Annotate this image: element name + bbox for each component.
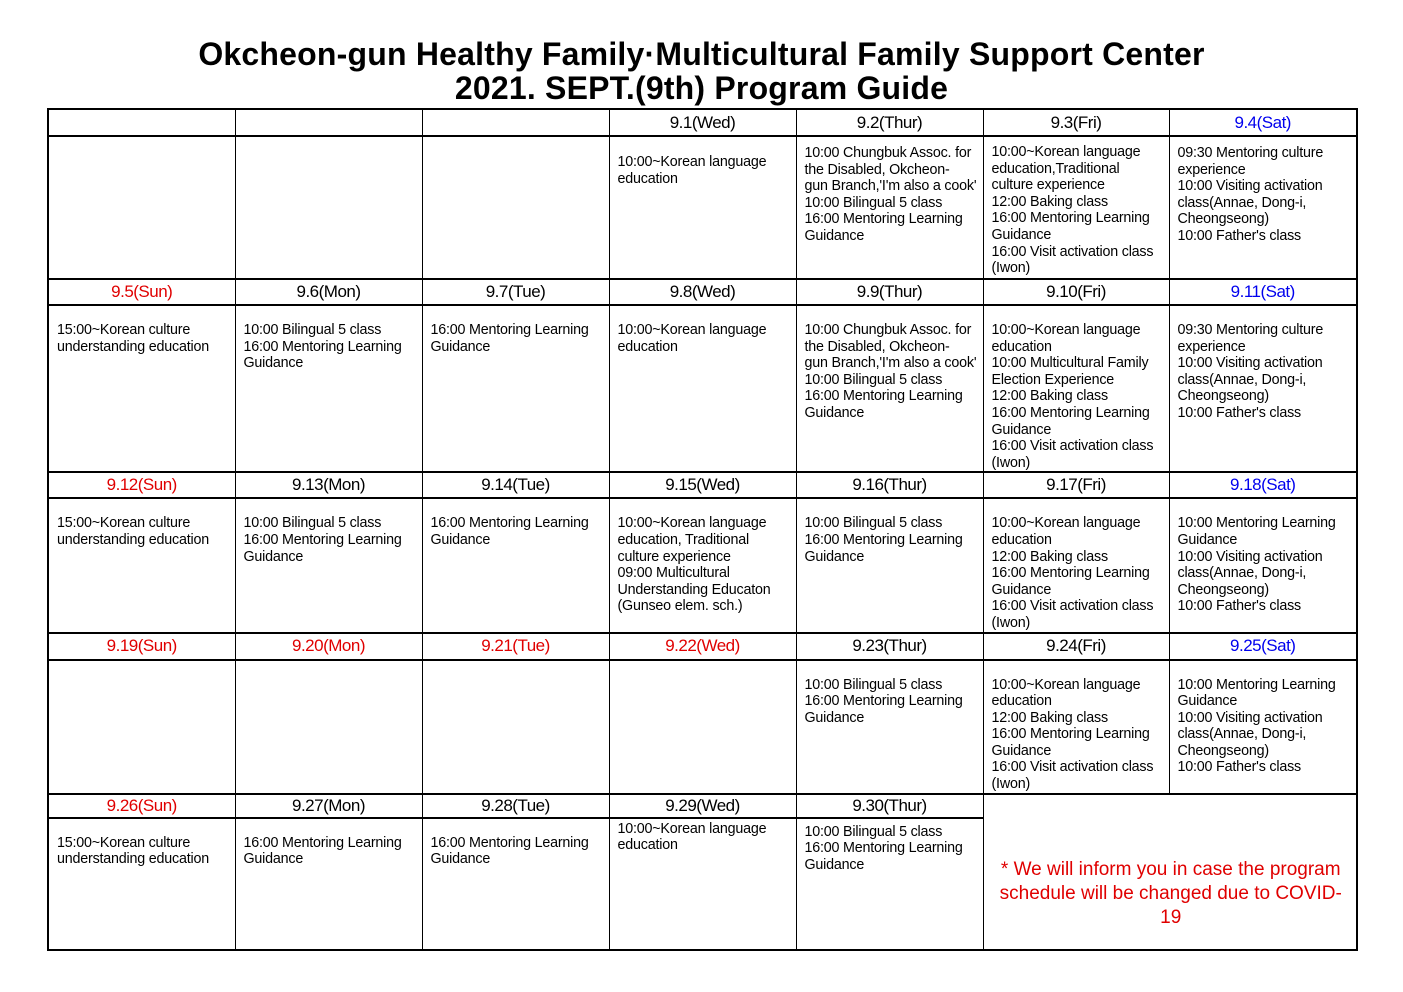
program-line: 10:00 Chungbuk Assoc. for	[804, 322, 972, 338]
date-header: 9.5(Sun)	[48, 279, 235, 305]
program-line: understanding education	[57, 531, 209, 548]
program-line: 10:00 Bilingual 5 class	[804, 823, 943, 840]
program-line: (Iwon)	[991, 614, 1031, 631]
date-header: 9.19(Sun)	[48, 633, 235, 660]
date-header: 9.14(Tue)	[422, 472, 609, 498]
program-line: 10:00 Bilingual 5 class	[804, 515, 943, 532]
program-line: 10:00 Bilingual 5 class	[243, 515, 382, 532]
program-line: Guidance	[804, 404, 865, 421]
program-line: Election Experience	[991, 371, 1115, 388]
program-line: class(Annae, Dong-i,	[1177, 565, 1307, 582]
program-line: 12:00 Baking class	[991, 193, 1108, 210]
program-line: (Iwon)	[991, 260, 1031, 277]
program-line: Guidance	[804, 709, 865, 726]
program-line: education	[617, 837, 678, 854]
program-line: 09:30 Mentoring culture	[1177, 322, 1324, 338]
program-line: (Iwon)	[991, 776, 1031, 793]
date-header: 9.3(Fri)	[983, 109, 1169, 136]
program-line: class(Annae, Dong-i,	[1177, 194, 1307, 211]
day-program-cell	[48, 818, 235, 950]
program-line: 15:00~Korean culture	[57, 515, 191, 532]
page-title-line2: 2021. SEPT.(9th) Program Guide	[454, 70, 949, 106]
program-line: Guidance	[430, 531, 491, 548]
program-line: 10:00 Bilingual 5 class	[804, 194, 943, 211]
empty-day-cell	[235, 660, 422, 794]
program-line: 16:00 Visit activation class	[991, 759, 1154, 776]
program-line: Understanding Educaton	[617, 581, 771, 598]
program-line: Guidance	[991, 742, 1052, 759]
program-line: Guidance	[243, 851, 304, 868]
day-program-cell	[609, 305, 796, 472]
day-program-cell	[609, 498, 796, 632]
date-header: 9.8(Wed)	[609, 279, 796, 305]
program-line: 10:00~Korean language	[617, 515, 767, 532]
program-line: Cheongseong)	[1177, 211, 1269, 228]
date-header: 9.30(Thur)	[796, 794, 983, 818]
date-header: 9.12(Sun)	[48, 472, 235, 498]
date-header: 9.20(Mon)	[235, 633, 422, 660]
program-line: Guidance	[430, 851, 491, 868]
day-program-cell	[235, 818, 422, 950]
program-line: 15:00~Korean culture	[57, 322, 191, 338]
program-line: 16:00 Mentoring Learning	[804, 693, 963, 710]
program-line: 12:00 Baking class	[991, 709, 1108, 726]
program-line: education	[991, 693, 1052, 710]
program-line: 10:00 Multicultural Family	[991, 355, 1149, 372]
week-header-row	[48, 472, 1357, 498]
date-header: 9.26(Sun)	[48, 794, 235, 818]
date-header: 9.16(Thur)	[796, 472, 983, 498]
date-header: 9.2(Thur)	[796, 109, 983, 136]
program-line: 16:00 Mentoring Learning	[804, 840, 963, 857]
day-program-cell	[48, 498, 235, 632]
program-line: Guidance	[804, 548, 865, 565]
day-program-cell	[1169, 660, 1357, 794]
calendar-table	[47, 108, 1358, 951]
day-program-cell	[983, 305, 1169, 472]
program-line: Guidance	[243, 355, 304, 372]
program-line: Cheongseong)	[1177, 388, 1269, 405]
program-line: 10:00 Visiting activation	[1177, 178, 1323, 195]
program-line: 16:00 Mentoring Learning	[430, 322, 589, 338]
program-line: 12:00 Baking class	[991, 548, 1108, 565]
program-line: experience	[1177, 161, 1246, 178]
empty-day-cell	[422, 136, 609, 279]
program-line: (Iwon)	[991, 454, 1031, 471]
program-line: understanding education	[57, 338, 209, 355]
program-line: Guidance	[1177, 531, 1238, 548]
day-program-cell	[796, 305, 983, 472]
week-content-row	[48, 305, 1357, 472]
date-header: 9.24(Fri)	[983, 633, 1169, 660]
program-line: 16:00 Mentoring Learning	[991, 404, 1150, 421]
date-header: 9.13(Mon)	[235, 472, 422, 498]
empty-day-cell	[48, 660, 235, 794]
date-header: 9.15(Wed)	[609, 472, 796, 498]
day-program-cell	[796, 660, 983, 794]
program-line: 10:00 Chungbuk Assoc. for	[804, 145, 972, 161]
program-line: 10:00~Korean language	[991, 144, 1141, 160]
program-line: education	[617, 338, 678, 355]
program-line: Guidance	[991, 226, 1052, 243]
date-header: 9.10(Fri)	[983, 279, 1169, 305]
empty-day-cell	[235, 136, 422, 279]
program-line: Guidance	[804, 856, 865, 873]
program-line: 10:00~Korean language	[991, 515, 1141, 532]
program-line: Guidance	[243, 548, 304, 565]
week-header-row	[48, 794, 1357, 818]
date-header: 9.9(Thur)	[796, 279, 983, 305]
program-line: 16:00 Mentoring Learning	[804, 388, 963, 405]
date-header: 9.28(Tue)	[422, 794, 609, 818]
program-line: 16:00 Mentoring Learning	[991, 565, 1150, 582]
program-line: (Gunseo elem. sch.)	[617, 598, 743, 615]
program-line: 10:00~Korean language	[617, 820, 767, 837]
date-header: 9.18(Sat)	[1169, 472, 1357, 498]
empty-day-cell	[48, 136, 235, 279]
empty-date-header	[235, 109, 422, 136]
week-content-row	[48, 498, 1357, 632]
program-line: 10:00 Bilingual 5 class	[804, 676, 943, 693]
program-line: education,Traditional	[991, 160, 1120, 177]
day-program-cell	[235, 305, 422, 472]
program-line: 10:00 Visiting activation	[1177, 355, 1323, 372]
program-line: culture experience	[991, 177, 1105, 194]
covid-notice: * We will inform you in case the program schedule will be changed due to COVID-19	[999, 858, 1342, 928]
date-header: 9.1(Wed)	[609, 109, 796, 136]
empty-day-cell	[609, 660, 796, 794]
program-line: 16:00 Visit activation class	[991, 598, 1154, 615]
program-line: 15:00~Korean culture	[57, 834, 191, 851]
date-header: 9.25(Sat)	[1169, 633, 1357, 660]
day-program-cell	[983, 136, 1169, 279]
date-header: 9.17(Fri)	[983, 472, 1169, 498]
program-line: 10:00 Mentoring Learning	[1177, 515, 1336, 532]
program-line: gun Branch,'I'm also a cook'	[804, 355, 977, 372]
program-line: 10:00 Father's class	[1177, 404, 1301, 421]
day-program-cell	[983, 660, 1169, 794]
program-line: education	[617, 170, 678, 187]
program-line: the Disabled, Okcheon-	[804, 338, 950, 355]
program-line: 16:00 Mentoring Learning	[804, 211, 963, 228]
program-line: 16:00 Mentoring Learning	[243, 834, 402, 851]
program-line: 10:00 Bilingual 5 class	[804, 371, 943, 388]
date-header: 9.29(Wed)	[609, 794, 796, 818]
day-program-cell	[796, 818, 983, 950]
week-content-row	[48, 660, 1357, 794]
program-line: 10:00 Visiting activation	[1177, 548, 1323, 565]
date-header: 9.7(Tue)	[422, 279, 609, 305]
week-header-row	[48, 109, 1357, 136]
program-line: 10:00 Father's class	[1177, 598, 1301, 615]
empty-date-header	[422, 109, 609, 136]
program-line: Guidance	[991, 421, 1052, 438]
day-program-cell	[422, 498, 609, 632]
week-header-row	[48, 279, 1357, 305]
day-program-cell	[983, 498, 1169, 632]
day-program-cell	[1169, 136, 1357, 279]
program-line: 16:00 Visit activation class	[991, 438, 1154, 455]
program-line: 16:00 Mentoring Learning	[243, 531, 402, 548]
page-title-line1: Okcheon-gun Healthy Family·Multicultural Family Support Center	[198, 36, 1205, 72]
program-line: Guidance	[804, 227, 865, 244]
date-header: 9.11(Sat)	[1169, 279, 1357, 305]
program-line: Cheongseong)	[1177, 742, 1269, 759]
day-program-cell	[796, 498, 983, 632]
program-line: education	[991, 531, 1052, 548]
program-line: 12:00 Baking class	[991, 388, 1108, 405]
date-header: 9.23(Thur)	[796, 633, 983, 660]
program-line: education	[991, 338, 1052, 355]
program-line: 10:00~Korean language	[617, 154, 767, 170]
day-program-cell	[1169, 498, 1357, 632]
week-header-row	[48, 633, 1357, 660]
date-header: 9.27(Mon)	[235, 794, 422, 818]
program-line: 10:00~Korean language	[991, 676, 1141, 693]
program-line: Cheongseong)	[1177, 581, 1269, 598]
program-line: experience	[1177, 338, 1246, 355]
program-line: 10:00 Bilingual 5 class	[243, 322, 382, 338]
program-line: the Disabled, Okcheon-	[804, 161, 950, 178]
program-line: 16:00 Mentoring Learning	[804, 531, 963, 548]
week-content-row	[48, 136, 1357, 279]
program-line: 10:00 Visiting activation	[1177, 709, 1323, 726]
empty-date-header	[48, 109, 235, 136]
program-line: class(Annae, Dong-i,	[1177, 371, 1307, 388]
day-program-cell	[48, 305, 235, 472]
program-line: 09:00 Multicultural	[617, 565, 730, 582]
day-program-cell	[1169, 305, 1357, 472]
covid-notice-cell	[983, 794, 1357, 950]
date-header: 9.6(Mon)	[235, 279, 422, 305]
program-line: culture experience	[617, 548, 731, 565]
program-line: Guidance	[1177, 693, 1238, 710]
day-program-cell	[609, 818, 796, 950]
program-line: understanding education	[57, 851, 209, 868]
program-line: 16:00 Mentoring Learning	[991, 210, 1150, 227]
program-line: Guidance	[991, 581, 1052, 598]
program-line: 16:00 Mentoring Learning	[430, 515, 589, 532]
program-line: 10:00 Father's class	[1177, 227, 1301, 244]
program-line: gun Branch,'I'm also a cook'	[804, 178, 977, 195]
program-line: Guidance	[430, 338, 491, 355]
program-line: education, Traditional	[617, 531, 750, 548]
program-line: 10:00 Father's class	[1177, 759, 1301, 776]
empty-day-cell	[422, 660, 609, 794]
day-program-cell	[422, 818, 609, 950]
program-line: 10:00~Korean language	[617, 322, 767, 338]
program-line: 16:00 Mentoring Learning	[243, 338, 402, 355]
date-header: 9.4(Sat)	[1169, 109, 1357, 136]
program-line: 10:00 Mentoring Learning	[1177, 676, 1336, 693]
date-header: 9.22(Wed)	[609, 633, 796, 660]
program-line: 10:00~Korean language	[991, 322, 1141, 338]
program-line: 16:00 Mentoring Learning	[991, 726, 1150, 743]
day-program-cell	[422, 305, 609, 472]
date-header: 9.21(Tue)	[422, 633, 609, 660]
program-line: 16:00 Visit activation class	[991, 243, 1154, 260]
day-program-cell	[796, 136, 983, 279]
program-line: 09:30 Mentoring culture	[1177, 145, 1324, 161]
day-program-cell	[609, 136, 796, 279]
program-line: 16:00 Mentoring Learning	[430, 834, 589, 851]
day-program-cell	[235, 498, 422, 632]
program-line: class(Annae, Dong-i,	[1177, 726, 1307, 743]
